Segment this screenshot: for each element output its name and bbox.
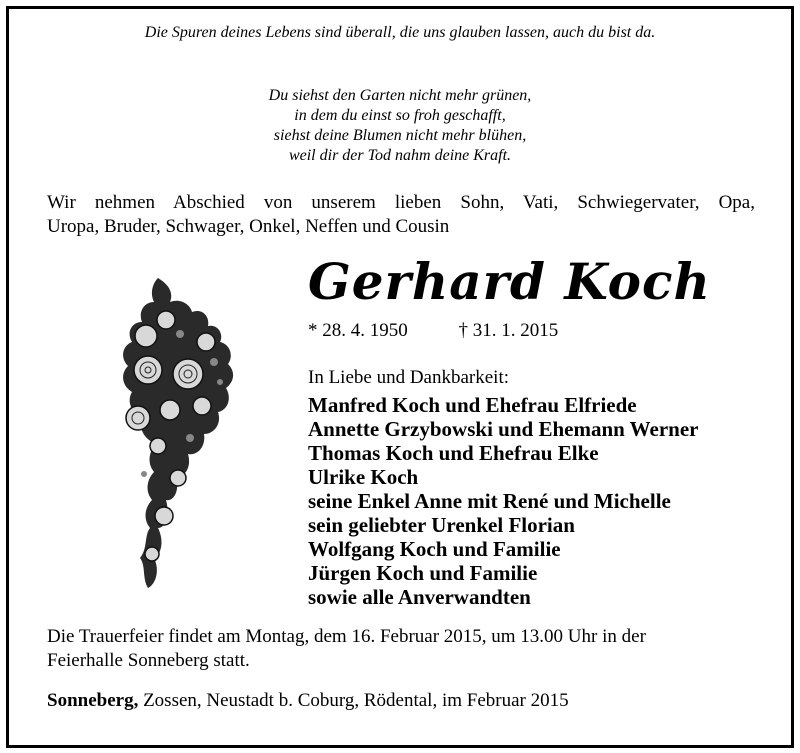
birth-date: * 28. 4. 1950 — [308, 320, 408, 341]
mourner-line: sowie alle Anverwandten — [308, 585, 531, 609]
life-dates — [308, 320, 558, 342]
ceremony-line: Feierhalle Sonneberg statt. — [47, 650, 250, 671]
poem-line: weil dir der Tod nahm deine Kraft. — [288, 147, 512, 164]
thanks-label: In Liebe und Dankbarkeit: — [308, 367, 510, 388]
mourners-list — [308, 393, 698, 609]
poem-line: in dem du einst so froh geschafft, — [294, 107, 506, 124]
flower-bouquet-image — [118, 278, 248, 590]
poem-line: Du siehst den Garten nicht mehr grünen, — [268, 87, 532, 104]
place-date-line — [47, 690, 569, 712]
deceased-name: Gerhard Koch — [308, 252, 711, 311]
intro-line: Wir nehmen Abschied von unserem lieben Sohn, Vati, Schwiegervater, Opa, — [47, 192, 755, 213]
mourner-line: seine Enkel Anne mit René und Michelle — [308, 489, 671, 513]
mourner-line: Thomas Koch und Ehefrau Elke — [308, 441, 599, 465]
ceremony-notice — [47, 625, 755, 673]
mourner-line: Annette Grzybowski und Ehemann Werner — [308, 417, 699, 441]
poem-line: siehst deine Blumen nicht mehr blühen, — [273, 127, 527, 144]
mourner-line: Wolfgang Koch und Familie — [308, 537, 561, 561]
intro-text — [47, 191, 755, 239]
mourner-line: Ulrike Koch — [308, 465, 419, 489]
ceremony-line: Die Trauerfeier findet am Montag, dem 16. Februar 2015, um 13.00 Uhr in der — [47, 626, 646, 647]
place-bold: Sonneberg, — [47, 690, 139, 711]
mourner-line: Manfred Koch und Ehefrau Elfriede — [308, 393, 637, 417]
mourner-line: sein geliebter Urenkel Florian — [308, 513, 575, 537]
intro-line: Uropa, Bruder, Schwager, Onkel, Neffen und Cousin — [47, 216, 450, 237]
death-date: † 31. 1. 2015 — [458, 320, 559, 341]
mourner-line: Jürgen Koch und Familie — [308, 561, 538, 585]
poem — [0, 86, 800, 166]
place-rest: Zossen, Neustadt b. Coburg, Rödental, im Februar 2015 — [138, 690, 569, 711]
motto-text: Die Spuren deines Lebens sind überall, die uns glauben lassen, auch du bist da. — [144, 24, 656, 41]
